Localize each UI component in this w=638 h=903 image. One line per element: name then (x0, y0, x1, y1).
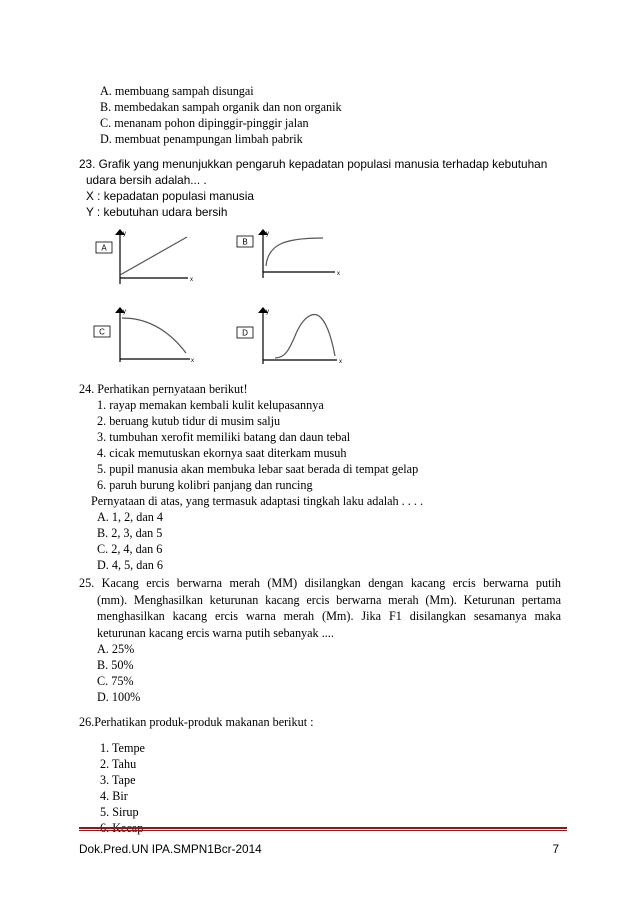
q25-option-a: A. 25% (97, 642, 135, 656)
q23-question-line2: udara bersih adalah... . (86, 173, 207, 187)
footer-rule-thick (79, 827, 567, 829)
q22-option-c: C. menanam pohon dipinggir-pinggir jalan (100, 116, 309, 130)
q23-y-definition: Y : kebutuhan udara bersih (86, 205, 228, 219)
q26-item-1: 1. Tempe (100, 741, 145, 755)
q26-item-3: 3. Tape (100, 773, 136, 787)
graph-b-y-label: y (266, 231, 269, 237)
graph-a (96, 226, 196, 294)
graph-a-curve (120, 237, 187, 275)
q24-item-2: 2. beruang kutub tidur di musim salju (97, 414, 281, 428)
q24-option-d: D. 4, 5, dan 6 (97, 558, 164, 572)
graph-c-y-label: y (123, 309, 126, 315)
graph-d (237, 304, 347, 372)
q24-item-5: 5. pupil manusia akan membuka lebar saat berada di tempat gelap (97, 462, 419, 476)
q22-option-b: B. membedakan sampah organik dan non organik (100, 100, 342, 114)
graph-c (94, 304, 200, 370)
q25-line-4: keturunan kacang ercis warna putih sebanyak .... (97, 625, 334, 640)
q22-option-d: D. membuat penampungan limbah pabrik (100, 132, 303, 146)
graph-d-label: D (242, 328, 248, 338)
q26-title: 26.Perhatikan produk-produk makanan berikut : (79, 715, 314, 729)
footer-rule-thin (79, 830, 567, 831)
footer-page-number: 7 (552, 842, 559, 856)
graph-c-svg (94, 304, 200, 366)
graph-b-label: B (242, 237, 248, 247)
q25-question (79, 575, 561, 641)
graph-a-x-label: x (190, 277, 193, 283)
graph-d-x-label: x (339, 359, 342, 365)
graph-a-y-label: y (123, 231, 126, 237)
q25-option-c: C. 75% (97, 674, 134, 688)
q24-item-1: 1. rayap memakan kembali kulit kelupasannya (97, 398, 324, 412)
footer-document-code: Dok.Pred.UN IPA.SMPN1Bcr-2014 (79, 842, 262, 856)
q24-title: 24. Perhatikan pernyataan berikut! (79, 382, 248, 396)
graph-b-svg (237, 226, 347, 282)
q24-option-c: C. 2, 4, dan 6 (97, 542, 163, 556)
q23-question-line1: 23. Grafik yang menunjukkan pengaruh kepadatan populasi manusia terhadap kebutuhan (79, 157, 548, 171)
q24-item-6: 6. paruh burung kolibri panjang dan runcing (97, 478, 313, 492)
q25-line-2: (mm). Menghasilkan keturunan kacang ercis berwarna merah (Mm). Keturunan pertama (97, 592, 561, 607)
graph-b (237, 226, 347, 286)
q25-line-1: 25. Kacang ercis berwarna merah (MM) disilangkan dengan kacang ercis berwarna putih (79, 576, 561, 590)
q24-option-b: B. 2, 3, dan 5 (97, 526, 163, 540)
graph-b-x-label: x (337, 271, 340, 277)
graph-c-curve (122, 318, 186, 353)
q26-item-5: 5. Sirup (100, 805, 139, 819)
q25-option-d: D. 100% (97, 690, 141, 704)
graph-d-y-label: y (266, 309, 269, 315)
graph-c-x-label: x (191, 358, 194, 364)
graph-b-curve (266, 238, 323, 266)
graph-c-label: C (99, 327, 105, 337)
q24-item-4: 4. cicak memutuskan ekornya saat diterkam musuh (97, 446, 347, 460)
q24-item-3: 3. tumbuhan xerofit memiliki batang dan daun tebal (97, 430, 351, 444)
q24-option-a: A. 1, 2, dan 4 (97, 510, 164, 524)
graph-a-svg (96, 226, 196, 290)
q23-x-definition: X : kepadatan populasi manusia (86, 189, 254, 203)
q25-option-b: B. 50% (97, 658, 134, 672)
graph-d-curve (275, 315, 335, 358)
graph-d-svg (237, 304, 347, 368)
q22-option-a: A. membuang sampah disungai (100, 84, 254, 98)
graph-a-label: A (101, 243, 107, 253)
q24-question: Pernyataan di atas, yang termasuk adaptasi tingkah laku adalah . . . . (91, 494, 424, 508)
q26-item-2: 2. Tahu (100, 757, 137, 771)
q25-line-3: menghasilkan kacang ercis warna merah (Mm). Jika F1 disilangkan sesamanya maka (97, 609, 561, 623)
q26-item-4: 4. Bir (100, 789, 128, 803)
